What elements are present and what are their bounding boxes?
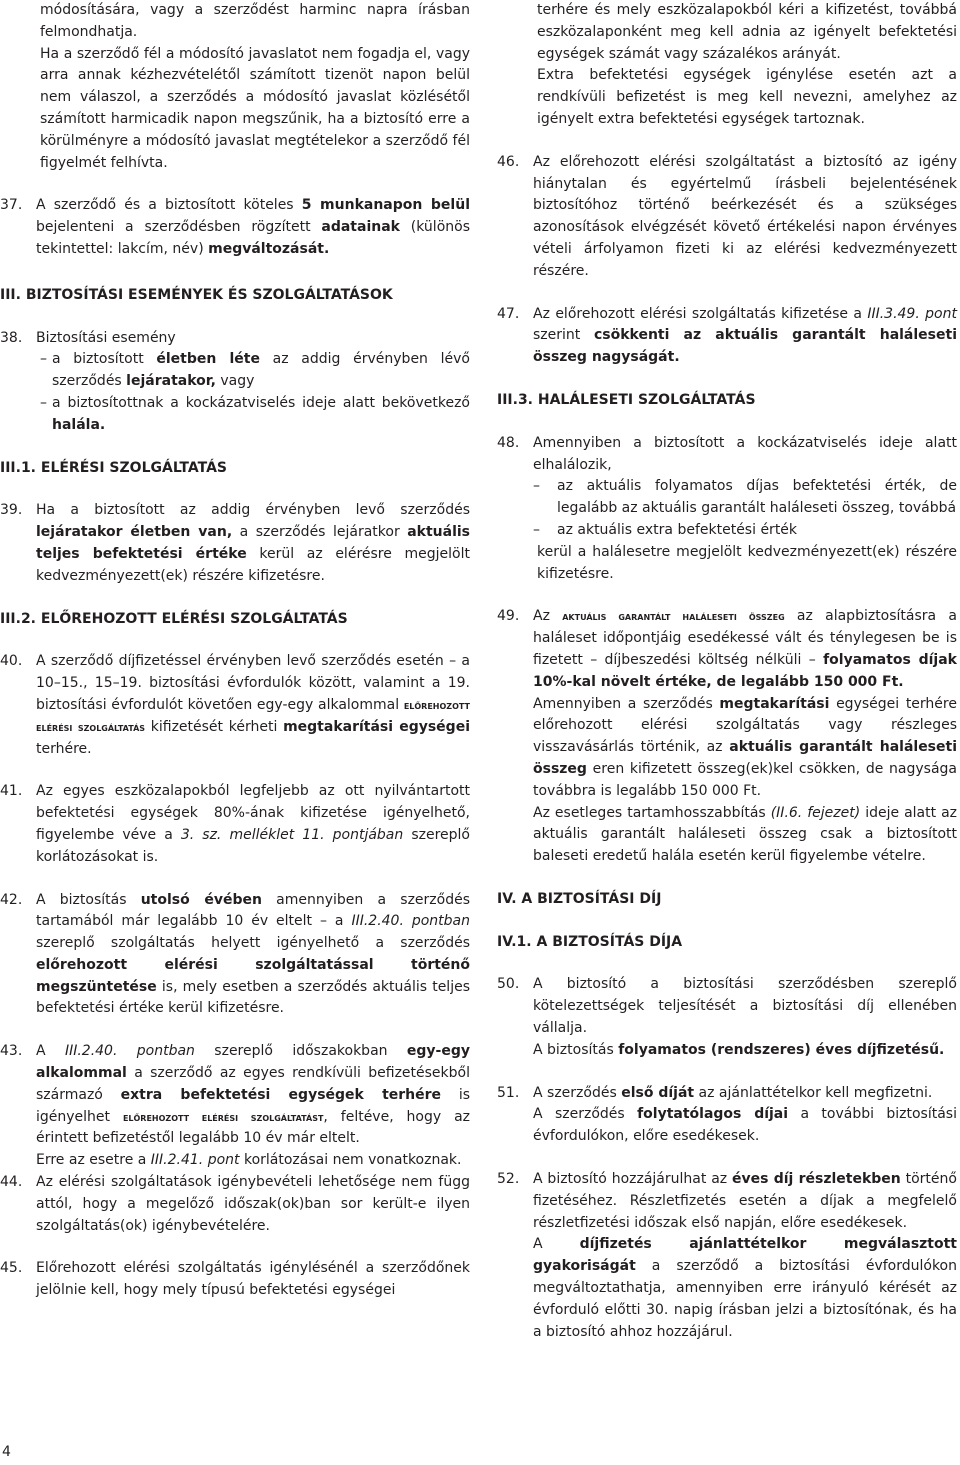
clause-number: 38. (0, 329, 23, 346)
section-heading: III.1. ELÉRÉSI SZOLGÁLTATÁS (0, 459, 228, 476)
clause-number: 45. (0, 1260, 23, 1277)
clause-38: 38. Biztosítási esemény (0, 328, 470, 350)
clause-number: 51. (497, 1084, 520, 1101)
clause-number: 47. (497, 305, 520, 322)
continued-paragraph: terhére és mely eszközalapokból kéri a kifizetést, továbbá eszközalaponként meg kell adnia az igényelt befektetési egységek számát vagy százalékos arányát. (537, 2, 957, 62)
clause-number: 42. (0, 891, 23, 908)
clause-number: 44. (0, 1174, 23, 1191)
clause-number: 52. (497, 1171, 520, 1188)
clause-number: 40. (0, 653, 23, 670)
clause-52: 52. A biztosító hozzájárulhat az éves díj részletekben történő fizetéséhez. Részletfizetés esetén a díjak a megfelelő részletfizetési időszak első napján, előre esedékesek. A díjfizetés ajánlattételkor megválasztott gyakoriságát a szerződő a biztosítási évfordulókon megváltoztathatja, amennyiben erre irányuló kérését az évforduló előtti 30. napig írásban jelzi a biztosítónak, és ha a biztosító ahhoz hozzájárul. (497, 1171, 957, 1340)
dash-item: – az aktuális folyamatos díjas befektetési érték, de legalább az aktuális garantált haláleseti összeg, továbbá (533, 478, 957, 517)
clause-50: 50. A biztosító a biztosítási szerződésben szereplő kötelezettségek teljesítését a biztosítási díj ellenében vállalja. A biztosítás folyamatos (rendszeres) éves díjfizetésű. (497, 976, 957, 1058)
clause-number: 37. (0, 197, 23, 214)
clause-40: 40. A szerződő díjfizetéssel érvényben levő szerződés esetén – a 10–15., 15–19. biztosítási évfordulók között, valamint a 19. biztosítási évfordulót követően egy-egy alkalommal előrehozott elérési szolgáltatás kifizetését kérheti megtakarítási egységei terhére. (0, 653, 470, 757)
section-heading: III. BIZTOSÍTÁSI ESEMÉNYEK ÉS SZOLGÁLTATÁSOK (0, 286, 393, 303)
clause-49: 49. Az aktuális garantált haláleseti összeg az alapbiztosításra a haláleset időpontjáig esedékessé vált és ténylegesen be is fizetett – díjbeszedési költség nélküli – folyamatos díjak 10%-kal növelt értéke, de legalább 150 000 Ft. Amennyiben a szerződés megtakarítási egységei terhére előrehozott elérési szolgáltatás vagy részleges visszavásárlás történik, az aktuális garantált haláleseti összeg eren kifizetett összeg(ek)kel csökken, de nagysága továbbra is legalább 150 000 Ft. Az esetleges tartamhosszabbítás (II.6. fejezet) ideje alatt az aktuális garantált haláleseti összeg csak a biztosított baleseti eredetű halála esetén kerül figyelembe vételre. (497, 608, 958, 865)
clause-46: 46. Az előrehozott elérési szolgáltatást a biztosító az igény hiánytalan és egyértelmű írásbeli bejelentésének biztosítóhoz történő beérkezését és a szükséges azonosítások elvégzését követő értékelési napon érvényes vételi árfolyamon fizeti ki az elérési kedvezményezett részére. (497, 153, 957, 279)
dash-item: – a biztosított életben léte az addig érvényben lévő szerződés lejáratakor, vagy (40, 351, 470, 390)
clause-44: 44. Az elérési szolgáltatások igénybevételi lehetősége nem függ attól, hogy a megelőző időszak(ok)ban sor került-e ilyen szolgáltatás(ok) igénybevételére. (0, 1174, 470, 1234)
clause-39: 39. Ha a biztosított az addig érvényben levő szerződés lejáratakor életben van, a szerződés lejáratkor aktuális teljes befektetési értéke kerül az elérésre megjelölt kedvezményezett(ek) részére kifizetésre. (0, 502, 471, 584)
section-heading: IV.1. A BIZTOSÍTÁS DÍJA (497, 933, 683, 950)
continued-paragraph: Ha a szerződő fél a módosító javaslatot nem fogadja el, vagy arra annak kézhezvételétől számított tizenöt napon belül nem válaszol, a szerződés a módosító javaslat közlésétől számított harmicadik napon megszűnik, ha a biztosító erre a körülményre a módosító javaslat megtételekor a szerződő fél figyelmét felhívta. (40, 45, 470, 171)
section-heading: III.3. HALÁLESETI SZOLGÁLTATÁS (497, 391, 756, 408)
clause-number: 46. (497, 153, 520, 170)
dash-item: – a biztosítottnak a kockázatviselés ideje alatt bekövetkező halála. (40, 394, 470, 433)
continued-paragraph: Extra befektetési egységek igénylése esetén azt a rendkívüli befizetést is meg kell nevezni, amelyhez az igényelt extra befektetési egységek tartoznak. (537, 67, 957, 127)
right-column: terhére és mely eszközalapokból kéri a kifizetést, továbbá eszközalaponként meg kell adnia az igényelt befektetési egységek számát vagy százalékos arányát. Extra befektetési egységek igénylése esetén azt a rendkívüli befizetést is meg kell nevezni, amelyhez az igényelt extra befektetési egységek tartoznak. 46. Az előrehozott elérési szolgáltatást a biztosító az igény hiánytalan és egyértelmű írásbeli bejelentésének biztosítóhoz történő beérkezését és a szükséges azonosítások elvégzését követő értékelési napon érvényes vételi árfolyamon fizeti ki az elérési kedvezményezett részére. 47. Az előrehozott elérési szolgáltatás kifizetése a III.3.49. pont szerint csökkenti az aktuális garantált haláleseti összeg nagyságát. III.3. HALÁLESETI SZOLGÁLTATÁS 48. Amennyiben a biztosított a kockázatviselés ideje alatt elhalálozik, – az aktuális folyamatos díjas befektetési érték, de legalább az aktuális garantált haláleseti összeg, továbbá – az aktuális extra befektetési érték kerül a halálesetre megjelölt kedvezményezett(ek) részére kifizetésre. 49. Az aktuális garantált haláleseti összeg az alapbiztosításra a haláleset időpontjáig esedékessé vált és ténylegesen be is fizetett – díjbeszedési költség nélküli – folyamatos díjak 10%-kal növelt értéke, de legalább 150 000 Ft. Amennyiben a szerződés megtakarítási egységei terhére előrehozott elérési szolgáltatás vagy részleges visszavásárlás történik, az aktuális garantált haláleseti összeg eren kifizetett összeg(ek)kel csökken, de nagysága továbbra is legalább 150 000 Ft. Az esetleges tartamhosszabbítás (II.6. fejezet) ideje alatt az aktuális garantált haláleseti összeg csak a biztosított baleseti eredetű halála esetén kerül figyelembe vételre. IV. A BIZTOSÍTÁSI DÍJ IV.1. A BIZTOSÍTÁS DÍJA 50. A biztosító a biztosítási szerződésben szereplő kötelezettségek teljesítését a biztosítási díj ellenében vállalja. A biztosítás folyamatos (rendszeres) éves díjfizetésű. 51. A szerződés első díját az ajánlattételkor kell megfizetni. A szerződés folytatólagos díjai a további biztosítási évfordulókon, előre esedékesek. 52. A biztosító hozzájárulhat az éves díj részletekben történő fizetéséhez. Részletfizetés esetén a díjak a megfelelő részletfizetési időszak első napján, előre esedékesek. A díjfizetés ajánlattételkor megválasztott gyakoriságát a szerződő a biztosítási évfordulókon megváltoztathatja, amennyiben erre irányuló kérését az évforduló előtti 30. napig írásban jelzi a biztosítónak, és ha a biztosító ahhoz hozzájárul. (497, 0, 957, 1343)
section-heading: IV. A BIZTOSÍTÁSI DÍJ (497, 890, 662, 907)
clause-number: 49. (497, 608, 520, 625)
left-column (0, 0, 470, 1302)
dash-item: – az aktuális extra befektetési érték (533, 521, 798, 538)
continued-paragraph: módosítására, vagy a szerződést harminc napra írásban felmondhatja. (40, 2, 470, 40)
clause-number: 39. (0, 502, 23, 519)
clause-41: 41. Az egyes eszközalapokból legfeljebb az ott nyilvántartott befektetési egységek 80%-ának kifizetése igényelhető, figyelembe véve a 3. sz. melléklet 11. pontjában szereplő korlátozásokat is. (0, 783, 470, 865)
clause-47: 47. Az előrehozott elérési szolgáltatás kifizetése a III.3.49. pont szerint csökkenti az aktuális garantált haláleseti összeg nagyságát. (497, 305, 957, 366)
clause-43: 43. A III.2.40. pontban szereplő időszakokban egy-egy alkalommal a szerződő az egyes rendkívüli befizetésekből származó extra befektetési egységek terhére is igényelhet előrehozott elérési szolgáltatást, feltéve, hogy az érintett befizetéstől legalább 10 év már eltelt. Erre az esetre a III.2.41. pont korlátozásai nem vonatkoznak. (0, 1043, 470, 1169)
page-number: 4 (2, 1444, 11, 1460)
clause-51: 51. A szerződés első díját az ajánlattételkor kell megfizetni. A szerződés folytatólagos díjai a további biztosítási évfordulókon, előre esedékesek. (497, 1084, 957, 1145)
clause-number: 50. (497, 976, 520, 993)
clause-number: 41. (0, 783, 23, 800)
clause-45: 45. Előrehozott elérési szolgáltatás igénylésénél a szerződőnek jelölnie kell, hogy mely típusú befektetési egységei (0, 1260, 470, 1299)
clause-37: 37. A szerződő és a biztosított köteles 5 munkanapon belül bejelenteni a szerződésben rögzített adatainak (különös tekintettel: lakcím, név) megváltozását. (0, 197, 470, 257)
clause-48: 48. Amennyiben a biztosított a kockázatviselés ideje alatt elhalálozik, (497, 434, 957, 473)
clause-number: 43. (0, 1043, 23, 1060)
section-heading: III.2. ELŐREHOZOTT ELÉRÉSI SZOLGÁLTATÁS (0, 610, 348, 627)
clause-number: 48. (497, 434, 520, 451)
clause-42: 42. A biztosítás utolsó évében amennyiben a szerződés tartamából már legalább 10 év eltelt – a III.2.40. pontban szereplő szolgáltatás helyett igényelhető a szerződés előrehozott elérési szolgáltatással történő megszüntetése is, mely esetben a szerződés aktuális teljes befektetési értéke kerül kifizetésre. (0, 891, 471, 1017)
